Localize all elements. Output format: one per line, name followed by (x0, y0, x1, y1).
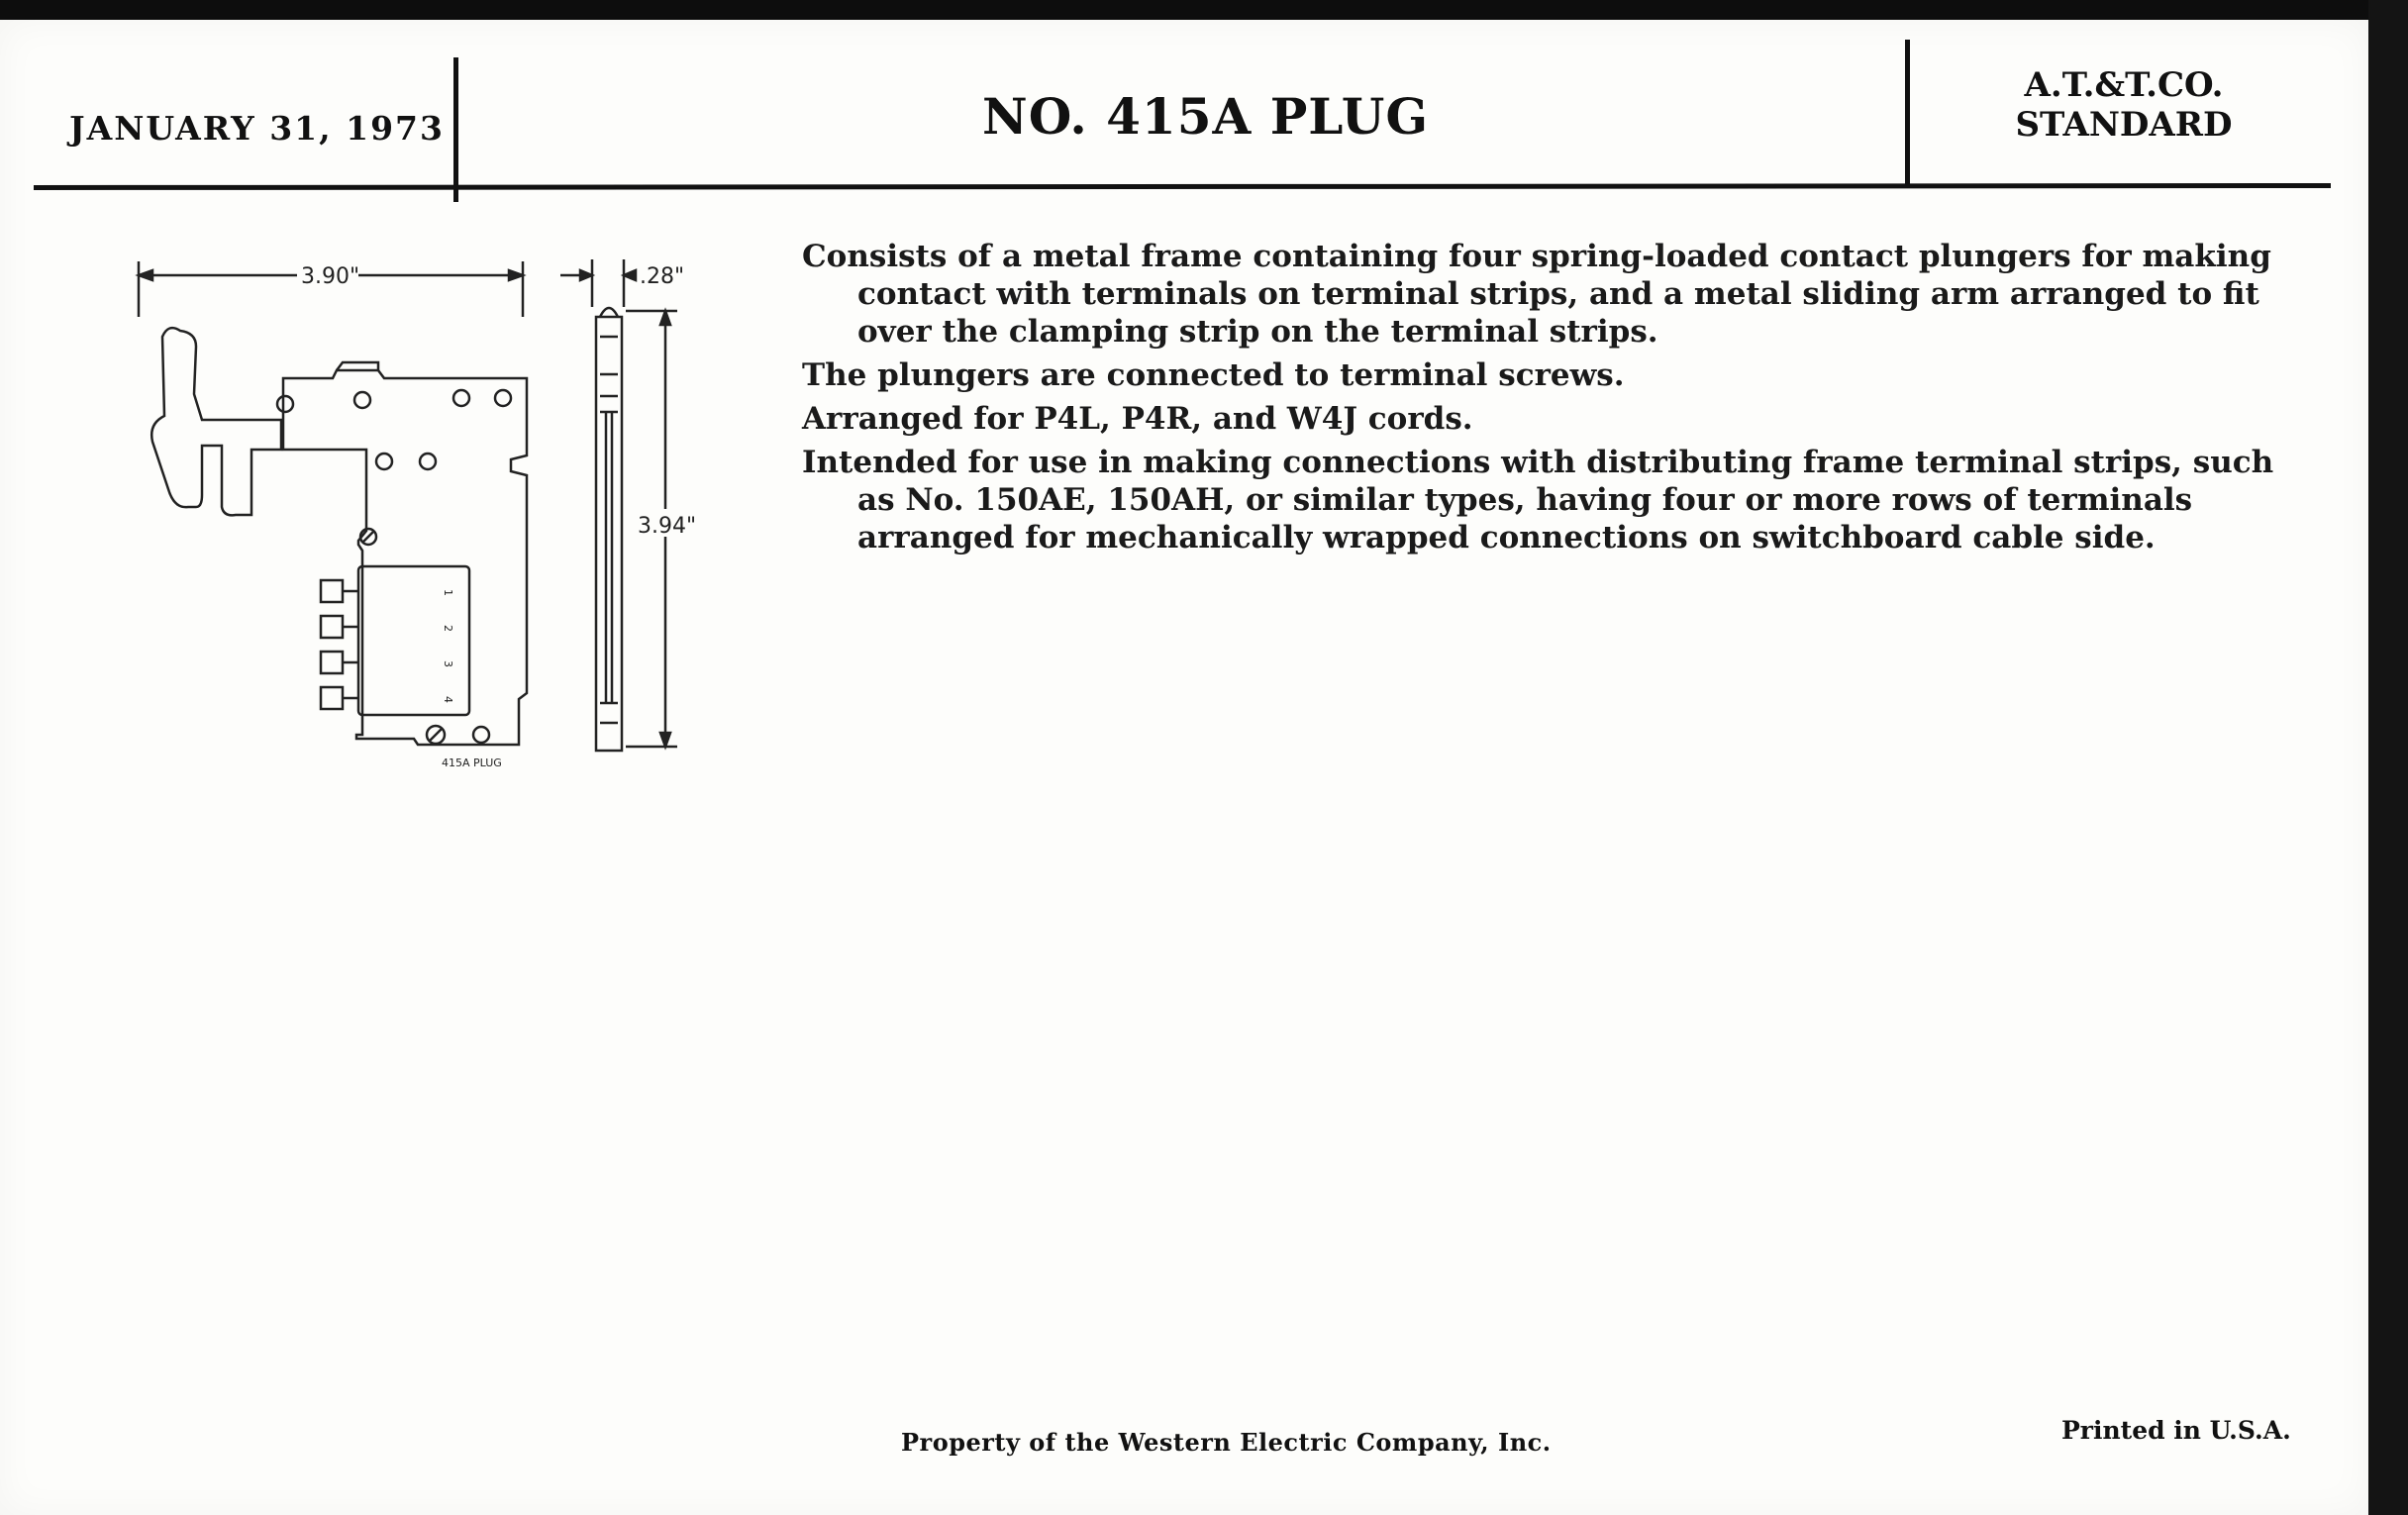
header-divider-left (453, 57, 458, 202)
footer-printed: Printed in U.S.A. (2061, 1416, 2291, 1445)
standard-line-1: A.T.&T.CO. (2024, 65, 2224, 105)
terminal-number-1: 1 (442, 589, 454, 596)
frame-hole (354, 392, 370, 408)
bottom-hole (473, 727, 489, 743)
description (802, 238, 2287, 562)
terminal-post-1 (321, 580, 343, 602)
terminal-post-4 (321, 687, 343, 709)
terminal-number-2: 2 (442, 625, 454, 632)
frame-hole (376, 454, 392, 469)
part-label: 415A PLUG (442, 757, 502, 769)
page-title: NO. 415A PLUG (982, 87, 1430, 146)
terminal-post-3 (321, 652, 343, 673)
frame-hole (277, 396, 293, 412)
plug-hook-outline (151, 328, 281, 515)
side-view-body (596, 317, 622, 751)
description-paragraph-1: Consists of a metal frame containing four spring-loaded contact plungers for making contact with terminals on terminal strips, and a metal sliding arm arranged to fit over the clamping strip on the terminal strips. (802, 239, 2271, 350)
thickness-dim-label: .28" (640, 264, 685, 289)
width-dim-label: 3.90" (301, 264, 360, 289)
header-divider-right (1905, 40, 1910, 188)
description-paragraph-3: Arranged for P4L, P4R, and W4J cords. (802, 401, 1473, 437)
terminal-number-3: 3 (442, 660, 454, 667)
standard-line-2: STANDARD (2015, 105, 2233, 145)
height-dim-label: 3.94" (638, 514, 697, 539)
plug-drawing (119, 248, 713, 782)
frame-hole (420, 454, 436, 469)
frame-hole (453, 390, 469, 406)
description-paragraph-2: The plungers are connected to terminal screws. (802, 357, 1625, 393)
terminal-number-4: 4 (442, 696, 454, 703)
standard-mark (1990, 65, 2258, 145)
description-paragraph-4: Intended for use in making connections with distributing frame terminal strips, such as No. 150AE, 150AH, or similar types, having four or more rows of terminals arranged for mechanically wrapped connections on switchboard cable side. (802, 445, 2274, 556)
scan-right-edge (2368, 0, 2408, 1515)
frame-hole (495, 390, 511, 406)
issue-date: JANUARY 31, 1973 (69, 109, 445, 148)
footer-owner: Property of the Western Electric Company, Inc. (901, 1428, 1552, 1457)
terminal-post-2 (321, 616, 343, 638)
